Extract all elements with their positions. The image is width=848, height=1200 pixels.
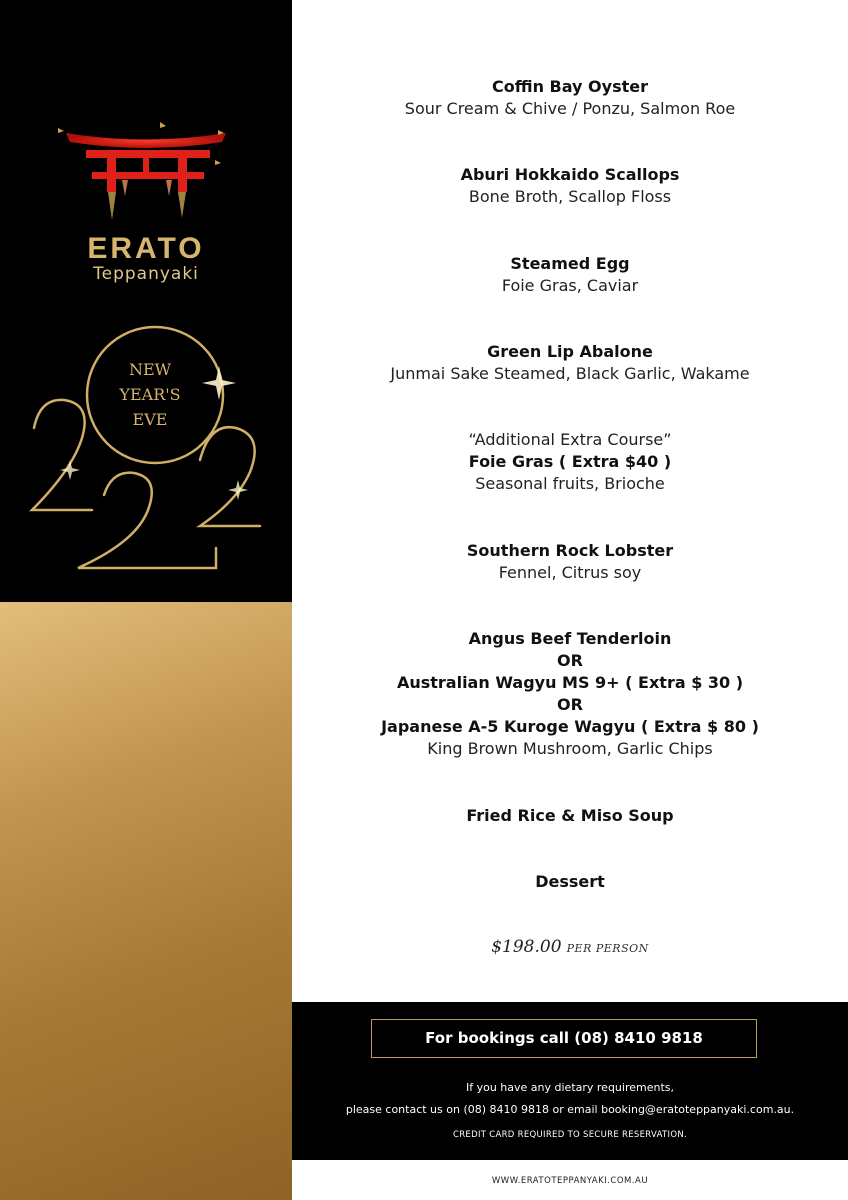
course-name: Fried Rice & Miso Soup — [466, 806, 674, 825]
course-description: Foie Gras, Caviar — [501, 276, 639, 295]
menu-section — [292, 0, 848, 1000]
menu-course — [292, 540, 848, 584]
course-name: Aburi Hokkaido Scallops — [460, 165, 680, 184]
menu-course — [292, 341, 848, 385]
course-description: Junmai Sake Steamed, Black Garlic, Wakame — [390, 364, 750, 383]
brand-logo-text: ERATO — [87, 232, 205, 265]
menu-course — [292, 164, 848, 208]
course-name: Steamed Egg — [510, 254, 630, 273]
credit-card-note: CREDIT CARD REQUIRED TO SECURE RESERVATION. — [452, 1130, 688, 1140]
dietary-line-1: If you have any dietary requirements, — [465, 1081, 675, 1094]
course-option-separator: OR — [557, 695, 583, 714]
course-name: Green Lip Abalone — [487, 342, 653, 361]
footer-band — [292, 1002, 848, 1160]
menu-course — [292, 805, 848, 827]
course-option: Japanese A-5 Kuroge Wagyu ( Extra $ 80 ) — [381, 717, 759, 736]
website-link[interactable]: WWW.ERATOTEPPANYAKI.COM.AU — [491, 1176, 649, 1186]
course-option-separator: OR — [557, 651, 583, 670]
course-description: Bone Broth, Scallop Floss — [468, 187, 672, 206]
dietary-info — [292, 1077, 848, 1121]
menu-course — [292, 76, 848, 120]
dietary-line-2: please contact us on (08) 8410 9818 or email booking@eratoteppanyaki.com.au. — [345, 1103, 795, 1116]
course-name: Foie Gras ( Extra $40 ) — [468, 452, 672, 471]
course-description: Sour Cream & Chive / Ponzu, Salmon Roe — [404, 99, 736, 118]
left-gold-section — [0, 602, 292, 1200]
price-amount: $198.00 — [491, 937, 562, 957]
course-name: Dessert — [535, 872, 605, 891]
menu-course — [292, 871, 848, 893]
nye-line-1: NEW — [128, 360, 172, 379]
course-name: Southern Rock Lobster — [466, 541, 674, 560]
course-option: Angus Beef Tenderloin — [468, 629, 672, 648]
torii-gate-icon — [0, 0, 292, 240]
menu-course-options — [292, 628, 848, 760]
price-unit: PER PERSON — [566, 942, 649, 955]
booking-call-button[interactable]: For bookings call (08) 8410 9818 — [371, 1019, 757, 1058]
left-decor-panel — [0, 0, 292, 1200]
course-description: Seasonal fruits, Brioche — [475, 474, 665, 493]
course-note: “Additional Extra Course” — [468, 430, 672, 449]
price-line — [292, 937, 848, 957]
nye-line-3: EVE — [132, 410, 168, 429]
course-description: King Brown Mushroom, Garlic Chips — [427, 739, 713, 758]
course-description: Fennel, Citrus soy — [498, 563, 642, 582]
nye-line-2: YEAR'S — [119, 385, 181, 404]
menu-course-extra — [292, 429, 848, 495]
course-option: Australian Wagyu MS 9+ ( Extra $ 30 ) — [396, 673, 744, 692]
menu-course — [292, 253, 848, 297]
new-years-eve-heading — [95, 357, 205, 432]
brand-subtitle: Teppanyaki — [93, 264, 199, 284]
course-name: Coffin Bay Oyster — [492, 77, 648, 96]
